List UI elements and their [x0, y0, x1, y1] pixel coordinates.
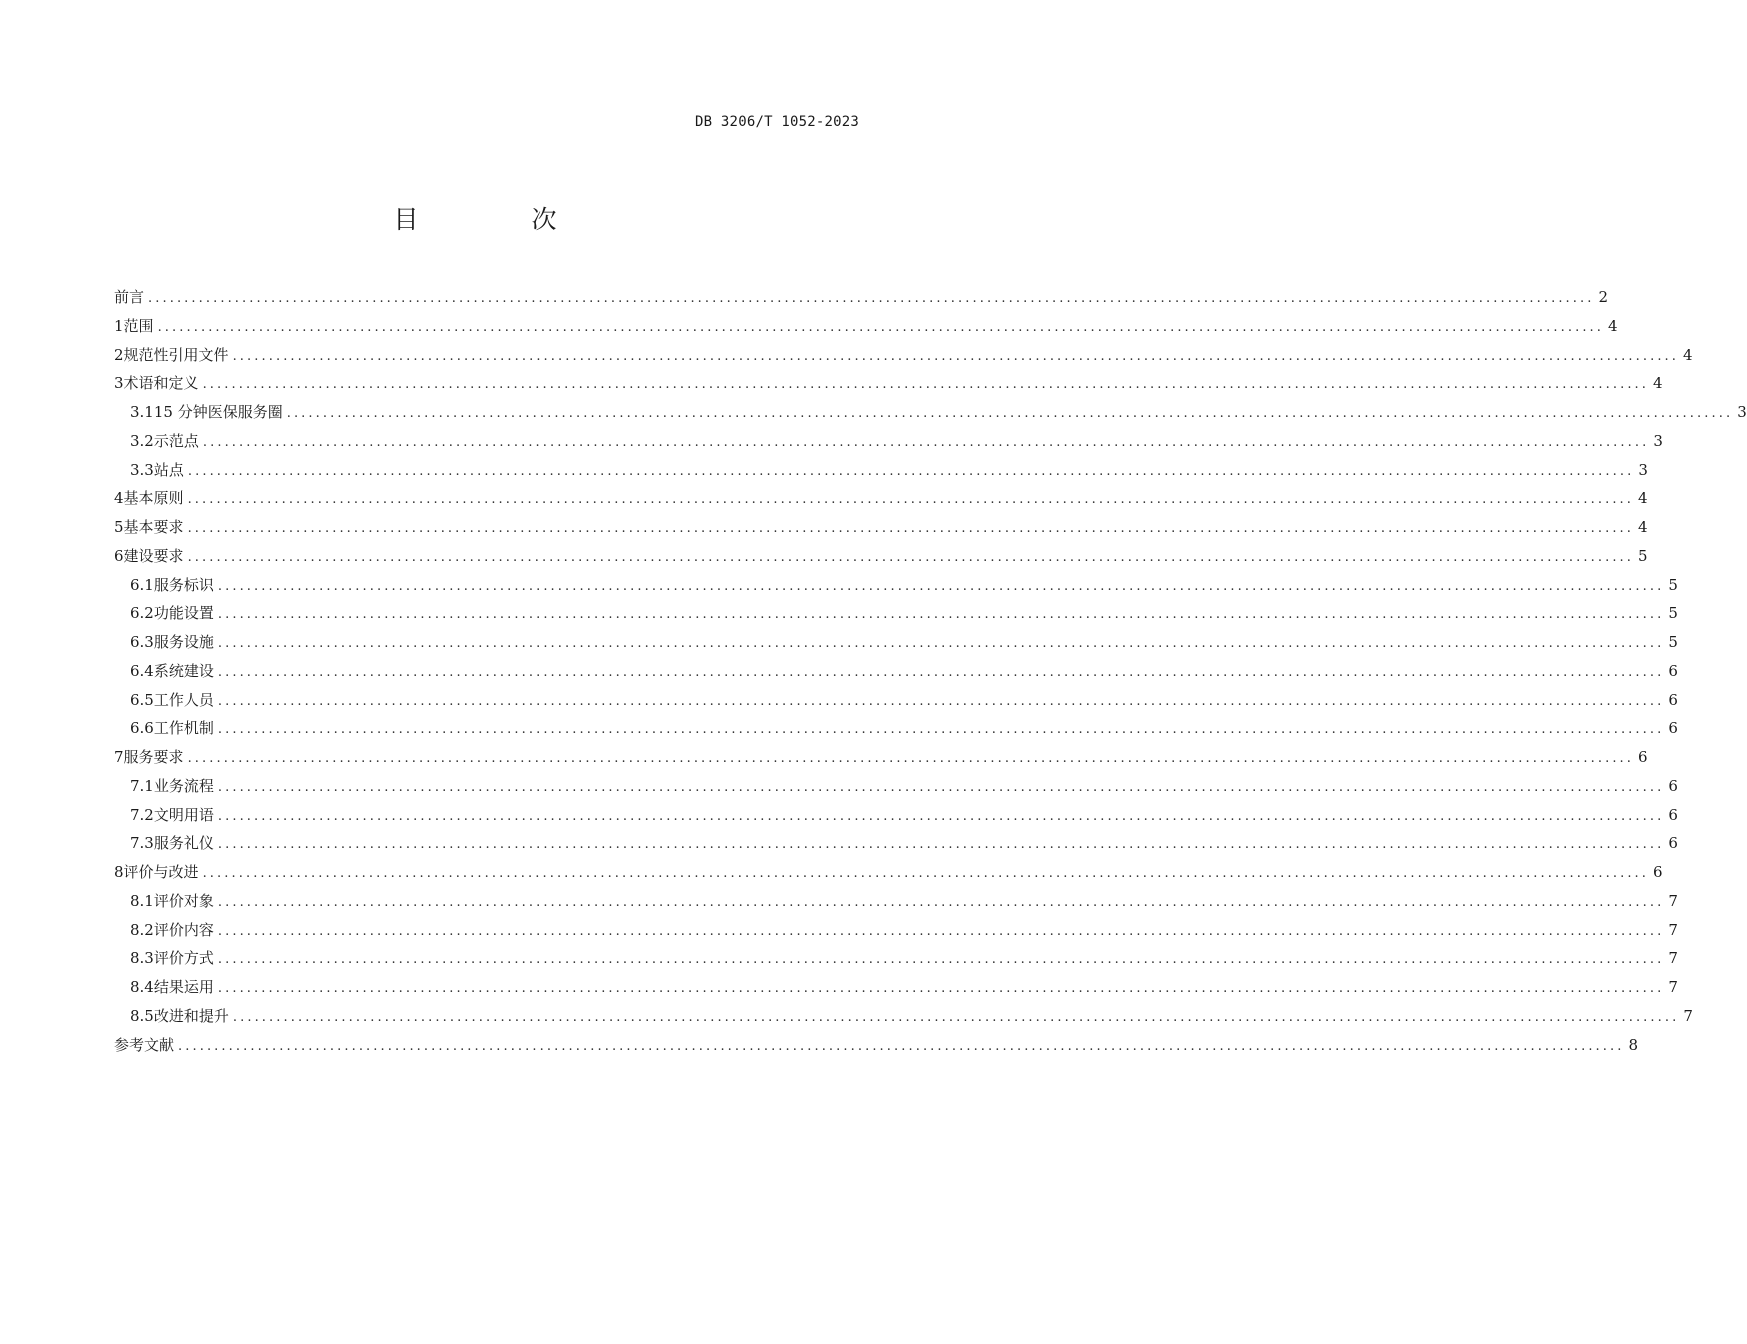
toc-dot-leader: ........................................................................................................................................................................................................ [217, 837, 1665, 853]
toc-entry-number: 2 [114, 345, 124, 364]
toc-entry[interactable] [114, 801, 1678, 830]
toc-entry-label: 改进和提升 [153, 1006, 229, 1025]
toc-entry-page: 6 [1668, 805, 1678, 824]
toc-dot-leader: ........................................................................................................................................................................................................ [202, 866, 1650, 881]
toc-dot-leader: ........................................................................................................................................................................................................ [187, 463, 1635, 479]
toc-entry-number: 6.3 [130, 633, 154, 651]
toc-entry-label: 服务标识 [153, 575, 214, 594]
toc-entry-page: 7 [1668, 920, 1678, 939]
toc-entry-label: 基本原则 [123, 489, 184, 508]
toc-entry-page: 7 [1668, 891, 1678, 910]
toc-entry-label: 规范性引用文件 [123, 345, 229, 364]
toc-entry-number: 7.1 [130, 776, 154, 795]
toc-entry-number: 8.4 [130, 978, 154, 996]
toc-dot-leader: ........................................................................................................................................................................................................ [217, 952, 1665, 968]
toc-entry-number: 6.1 [130, 575, 154, 594]
toc-entry[interactable] [114, 1002, 1693, 1031]
toc-dot-leader: ........................................................................................................................................................................................................ [217, 636, 1665, 651]
toc-dot-leader: ........................................................................................................................................................................................................ [187, 521, 1635, 536]
toc-dot-leader: ........................................................................................................................................................................................................ [157, 319, 1605, 335]
toc-entry-page: 6 [1653, 863, 1663, 881]
toc-entry-number: 8 [114, 863, 124, 881]
toc-dot-leader: ........................................................................................................................................................................................................ [148, 291, 1595, 306]
toc-entry[interactable] [114, 628, 1678, 657]
toc-entry-label: 评价方式 [153, 949, 214, 968]
toc-dot-leader: ........................................................................................................................................................................................................ [217, 578, 1665, 594]
toc-entry-label: 工作机制 [153, 719, 214, 738]
toc-entry-page: 6 [1668, 834, 1678, 853]
toc-dot-leader: ........................................................................................................................................................................................................ [187, 549, 1635, 565]
toc-dot-leader: ........................................................................................................................................................................................................ [217, 808, 1665, 824]
toc-entry[interactable] [114, 743, 1648, 772]
toc-entry[interactable] [114, 599, 1678, 628]
toc-dot-leader: ........................................................................................................................................................................................................ [232, 1009, 1680, 1025]
toc-entry[interactable] [114, 657, 1678, 686]
toc-entry[interactable] [114, 571, 1678, 600]
toc-entry-page: 3 [1653, 431, 1663, 450]
toc-dot-leader: ........................................................................................................................................................................................................ [217, 664, 1665, 680]
toc-entry[interactable] [114, 398, 1747, 427]
toc-entry-number: 3.1 [130, 403, 154, 421]
toc-entry-page: 4 [1638, 518, 1648, 536]
toc-entry-label: 服务设施 [153, 633, 214, 651]
toc-entry-page: 2 [1598, 288, 1609, 306]
toc-entry-number: 6 [114, 546, 124, 565]
toc-entry-page: 7 [1683, 1006, 1693, 1025]
toc-dot-leader: ........................................................................................................................................................................................................ [286, 406, 1734, 421]
toc-entry[interactable] [114, 772, 1678, 801]
toc-entry-number: 1 [114, 316, 124, 335]
toc-entry-page: 5 [1668, 575, 1678, 594]
toc-entry-page: 5 [1638, 546, 1648, 565]
toc-entry-page: 6 [1668, 661, 1678, 680]
toc-entry-label: 建设要求 [123, 546, 184, 565]
toc-entry-number: 8.3 [130, 949, 154, 968]
toc-entry-label: 示范点 [153, 431, 199, 450]
toc-entry-label: 术语和定义 [123, 374, 199, 393]
toc-entry[interactable] [114, 312, 1618, 341]
toc-entry-number: 6.6 [130, 719, 154, 738]
toc-entry-label: 服务礼仪 [153, 834, 214, 853]
toc-entry-page: 6 [1638, 748, 1648, 766]
toc-entry-number: 7 [114, 748, 124, 766]
toc-entry-page: 4 [1638, 489, 1648, 508]
toc-entry-page: 4 [1683, 345, 1693, 364]
toc-entry-label: 结果运用 [153, 978, 214, 996]
toc-entry-label: 评价与改进 [123, 863, 199, 881]
toc-entry[interactable] [114, 1031, 1639, 1060]
toc-dot-leader: ........................................................................................................................................................................................................ [217, 981, 1665, 996]
toc-dot-leader: ........................................................................................................................................................................................................ [217, 923, 1665, 939]
toc-entry-label: 工作人员 [153, 690, 214, 709]
toc-entry[interactable] [114, 858, 1663, 887]
page-title: 目 次 [393, 205, 601, 234]
toc-entry[interactable] [114, 513, 1648, 542]
toc-dot-leader: ........................................................................................................................................................................................................ [232, 348, 1680, 364]
document-code: DB 3206/T 1052-2023 [695, 114, 859, 130]
toc-entry-page: 5 [1668, 604, 1678, 623]
toc-dot-leader: ........................................................................................................................................................................................................ [187, 751, 1635, 766]
toc-entry-page: 7 [1668, 978, 1678, 996]
toc-entry-page: 3 [1638, 460, 1648, 479]
toc-entry[interactable] [114, 484, 1648, 513]
toc-entry-number: 7.3 [130, 834, 154, 853]
toc-entry-number: 6.4 [130, 661, 154, 680]
toc-entry-page: 7 [1668, 949, 1678, 968]
toc-entry[interactable] [114, 916, 1678, 945]
toc-entry-page: 3 [1737, 403, 1747, 421]
toc-entry[interactable] [114, 369, 1663, 398]
toc-entry-page: 6 [1668, 719, 1678, 738]
toc-entry-label: 功能设置 [153, 604, 214, 623]
toc-entry-label: 站点 [153, 460, 184, 479]
toc-dot-leader: ........................................................................................................................................................................................................ [187, 492, 1635, 508]
toc-entry-number: 5 [114, 518, 124, 536]
toc-entry[interactable] [114, 427, 1663, 456]
toc-entry[interactable] [114, 973, 1678, 1002]
toc-entry[interactable] [114, 542, 1648, 571]
toc-entry-label: 范围 [123, 316, 154, 335]
toc-entry-page: 8 [1628, 1035, 1639, 1054]
toc-entry-label: 业务流程 [153, 776, 214, 795]
toc-entry-number: 3.2 [130, 431, 154, 450]
toc-entry[interactable] [114, 283, 1609, 312]
toc-dot-leader: ........................................................................................................................................................................................................ [202, 434, 1650, 450]
toc-entry-number: 8.2 [130, 920, 154, 939]
toc-dot-leader: ........................................................................................................................................................................................................ [217, 779, 1665, 795]
toc-entry-number: 6.5 [130, 690, 154, 709]
toc-entry-page: 5 [1668, 633, 1678, 651]
toc-entry-page: 6 [1668, 690, 1678, 709]
toc-entry-label: 基本要求 [123, 518, 184, 536]
toc-entry-label: 评价内容 [153, 920, 214, 939]
toc-dot-leader: ........................................................................................................................................................................................................ [178, 1038, 1625, 1054]
toc-entry-label: 15 分钟医保服务圈 [153, 403, 283, 421]
toc-entry-number: 3.3 [130, 460, 154, 479]
toc-entry[interactable] [114, 456, 1648, 485]
toc-entry-number: 7.2 [130, 805, 154, 824]
toc-entry-number: 8.1 [130, 891, 154, 910]
toc-entry[interactable] [114, 887, 1678, 916]
toc-entry[interactable] [114, 341, 1693, 370]
toc-entry-label: 前言 [114, 288, 145, 306]
toc-entry[interactable] [114, 944, 1678, 973]
toc-entry-label: 系统建设 [153, 661, 214, 680]
toc-entry-page: 4 [1608, 316, 1618, 335]
toc-entry[interactable] [114, 829, 1678, 858]
toc-dot-leader: ........................................................................................................................................................................................................ [217, 722, 1665, 738]
toc-dot-leader: ........................................................................................................................................................................................................ [217, 607, 1665, 623]
toc-entry-label: 文明用语 [153, 805, 214, 824]
toc-entry-label: 评价对象 [153, 891, 214, 910]
toc-entry-label: 服务要求 [123, 748, 184, 766]
toc-entry[interactable] [114, 714, 1678, 743]
toc-entry-number: 8.5 [130, 1006, 154, 1025]
toc-entry[interactable] [114, 686, 1678, 715]
toc-entry-page: 4 [1653, 374, 1663, 393]
toc-entry-page: 6 [1668, 776, 1678, 795]
toc-entry-number: 3 [114, 374, 124, 393]
toc-entry-label: 参考文献 [114, 1035, 175, 1054]
toc-entry-number: 6.2 [130, 604, 154, 623]
toc-dot-leader: ........................................................................................................................................................................................................ [217, 894, 1665, 910]
toc-dot-leader: ........................................................................................................................................................................................................ [202, 377, 1650, 393]
toc-entry-number: 4 [114, 489, 124, 508]
table-of-contents [114, 283, 1747, 1059]
toc-dot-leader: ........................................................................................................................................................................................................ [217, 693, 1665, 709]
